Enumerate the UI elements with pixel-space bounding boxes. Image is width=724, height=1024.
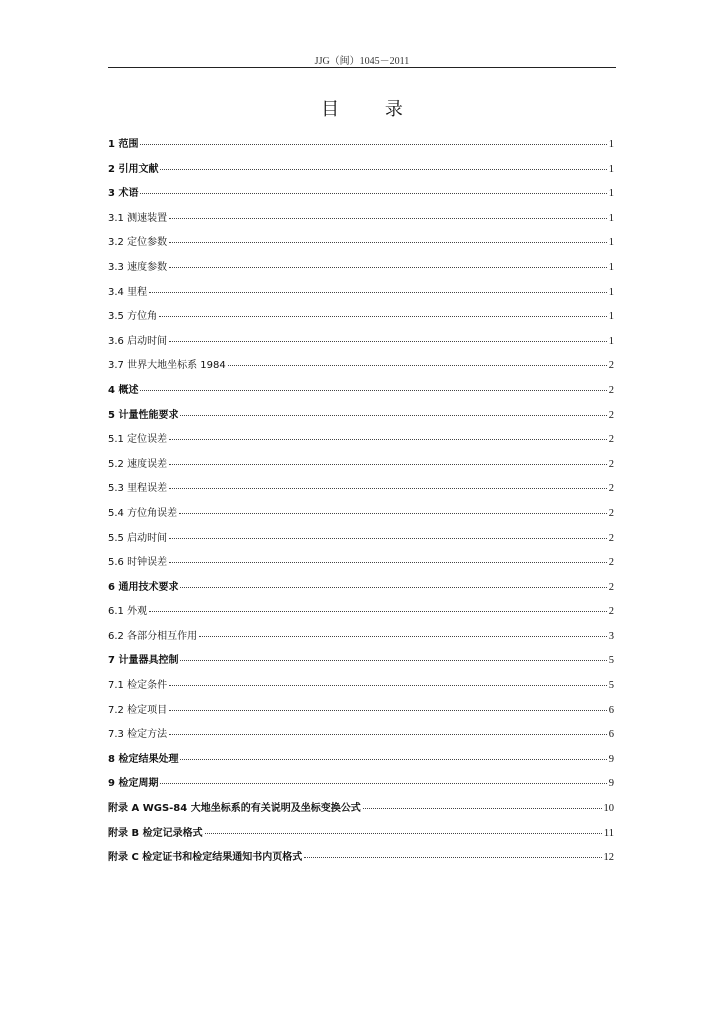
toc-dot-leader (169, 241, 607, 243)
toc-entry-label: 4 概述 (108, 384, 139, 396)
toc-entry-label: 9 检定周期 (108, 778, 159, 790)
toc-entry[interactable] (108, 379, 614, 404)
toc-entry-label: 3.2 定位参数 (108, 237, 168, 249)
toc-entry[interactable] (108, 822, 614, 847)
toc-entry-label: 7.2 检定项目 (108, 704, 168, 716)
toc-entry[interactable] (108, 231, 614, 256)
toc-dot-leader (169, 537, 607, 539)
toc-title: 目 录 (321, 99, 423, 120)
toc-entry-label: 5.4 方位角误差 (108, 507, 178, 519)
toc-entry-label: 7.1 检定条件 (108, 680, 168, 692)
toc-dot-leader (140, 389, 606, 391)
toc-page-number: 2 (608, 360, 614, 372)
toc-entry[interactable] (108, 182, 614, 207)
toc-page-number: 2 (608, 532, 614, 544)
toc-dot-leader (180, 414, 606, 416)
toc-entry-label: 5.5 启动时间 (108, 532, 168, 544)
toc-entry-label: 8 检定结果处理 (108, 753, 179, 765)
toc-page-number: 1 (608, 335, 614, 347)
toc-dot-leader (149, 610, 607, 612)
toc-page-number: 10 (603, 803, 614, 815)
toc-dot-leader (159, 315, 607, 317)
toc-entry[interactable] (108, 674, 614, 699)
toc-entry-label: 7 计量器具控制 (108, 655, 179, 667)
toc-page-number: 2 (608, 384, 614, 396)
toc-entry[interactable] (108, 625, 614, 650)
toc-page-number: 2 (608, 557, 614, 569)
toc-entry-label: 5.1 定位误差 (108, 434, 168, 446)
toc-dot-leader (180, 758, 606, 760)
toc-entry[interactable] (108, 256, 614, 281)
toc-entry-label: 6.2 各部分相互作用 (108, 630, 198, 642)
toc-entry[interactable] (108, 699, 614, 724)
toc-dot-leader (169, 733, 607, 735)
toc-page-number: 11 (603, 827, 614, 839)
toc-entry[interactable] (108, 330, 614, 355)
toc-page-number: 2 (608, 458, 614, 470)
toc-dot-leader (160, 168, 606, 170)
toc-dot-leader (169, 561, 607, 563)
toc-entry-label: 6 通用技术要求 (108, 581, 179, 593)
toc-page-number: 2 (608, 434, 614, 446)
toc-page-number: 2 (608, 409, 614, 421)
toc-entry[interactable] (108, 551, 614, 576)
toc-page-number: 3 (608, 630, 614, 642)
toc-page-number: 1 (608, 237, 614, 249)
toc-entry[interactable] (108, 207, 614, 232)
toc-entry-label: 5.6 时钟误差 (108, 557, 168, 569)
running-header: JJG（闽）1045－2011 (314, 56, 410, 67)
toc-page-number: 9 (608, 753, 614, 765)
toc-page-number: 9 (608, 778, 614, 790)
toc-entry-label: 2 引用文献 (108, 163, 159, 175)
toc-dot-leader (179, 512, 607, 514)
toc-page-number: 1 (608, 261, 614, 273)
toc-entry-label: 3.4 里程 (108, 286, 148, 298)
toc-page-number: 2 (608, 606, 614, 618)
toc-entry[interactable] (108, 477, 614, 502)
header-rule (108, 67, 616, 68)
toc-dot-leader (169, 684, 607, 686)
toc-page-number: 5 (608, 655, 614, 667)
toc-dot-leader (140, 143, 606, 145)
toc-entry-label: 5.3 里程误差 (108, 483, 168, 495)
toc-entry[interactable] (108, 600, 614, 625)
toc-page-number: 2 (608, 507, 614, 519)
toc-entry[interactable] (108, 527, 614, 552)
toc-entry[interactable] (108, 846, 614, 871)
toc-entry[interactable] (108, 723, 614, 748)
toc-page-number: 5 (608, 680, 614, 692)
toc-entry-label: 附录 C 检定证书和检定结果通知书内页格式 (108, 852, 303, 864)
toc-dot-leader (304, 856, 601, 858)
toc-entry-label: 3.3 速度参数 (108, 261, 168, 273)
toc-entry-label: 附录 B 检定记录格式 (108, 827, 203, 839)
toc-entry[interactable] (108, 354, 614, 379)
toc-entry[interactable] (108, 797, 614, 822)
toc-entry[interactable] (108, 281, 614, 306)
toc-entry[interactable] (108, 133, 614, 158)
toc-dot-leader (169, 438, 607, 440)
toc-entry-label: 5.2 速度误差 (108, 458, 168, 470)
toc-entry-label: 3.7 世界大地坐标系 1984 (108, 360, 226, 372)
toc-entry[interactable] (108, 428, 614, 453)
toc-page-number: 2 (608, 581, 614, 593)
toc-entry-label: 6.1 外观 (108, 606, 148, 618)
toc-dot-leader (205, 832, 602, 834)
toc-entry[interactable] (108, 453, 614, 478)
toc-page-number: 1 (608, 311, 614, 323)
toc-dot-leader (149, 291, 607, 293)
toc-dot-leader (160, 782, 606, 784)
toc-dot-leader (169, 266, 607, 268)
toc-entry-label: 7.3 检定方法 (108, 729, 168, 741)
toc-entry[interactable] (108, 649, 614, 674)
toc-entry[interactable] (108, 305, 614, 330)
toc-entry[interactable] (108, 502, 614, 527)
toc-entry-label: 3.5 方位角 (108, 311, 158, 323)
toc-entry[interactable] (108, 748, 614, 773)
toc-entry-label: 1 范围 (108, 139, 139, 150)
toc-dot-leader (169, 463, 607, 465)
toc-entry-label: 附录 A WGS-84 大地坐标系的有关说明及坐标变换公式 (108, 803, 361, 815)
toc-page-number: 1 (608, 139, 614, 150)
toc-page-number: 1 (608, 286, 614, 298)
toc-page-number: 12 (603, 852, 614, 864)
toc-dot-leader (140, 192, 606, 194)
toc-page-number: 6 (608, 729, 614, 741)
toc-dot-leader (180, 659, 606, 661)
toc-page-number: 1 (608, 212, 614, 224)
toc-dot-leader (169, 709, 607, 711)
toc-page-number: 6 (608, 704, 614, 716)
toc-entry-label: 3.1 测速装置 (108, 212, 168, 224)
toc-page-number: 2 (608, 483, 614, 495)
toc-dot-leader (169, 340, 607, 342)
toc-page-number: 1 (608, 188, 614, 200)
toc-dot-leader (228, 364, 607, 366)
toc-entry-label: 3 术语 (108, 188, 139, 200)
toc-entry[interactable] (108, 576, 614, 601)
toc-entry[interactable] (108, 158, 614, 183)
toc-dot-leader (199, 635, 607, 637)
toc-page-number: 1 (608, 163, 614, 175)
toc-dot-leader (169, 487, 607, 489)
toc-dot-leader (363, 807, 602, 809)
toc-entry-label: 5 计量性能要求 (108, 409, 179, 421)
toc-entry[interactable] (108, 772, 614, 797)
table-of-contents (108, 133, 614, 871)
toc-dot-leader (169, 217, 607, 219)
toc-dot-leader (180, 586, 606, 588)
toc-entry[interactable] (108, 404, 614, 429)
toc-entry-label: 3.6 启动时间 (108, 335, 168, 347)
